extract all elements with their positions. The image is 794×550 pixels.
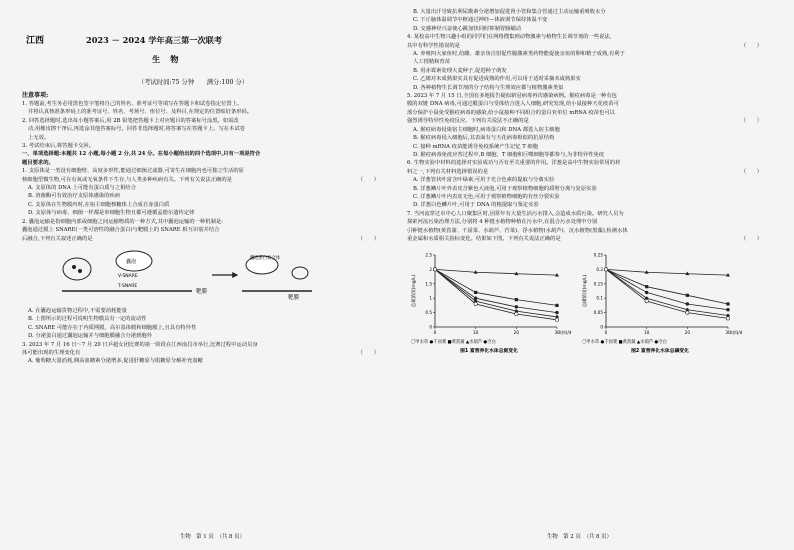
series-line <box>435 270 557 276</box>
option-line: D. 各种植物生长调节剂的分子结构与生理效应都与植物激素类似 <box>413 84 564 91</box>
option-line: B. 猴痘病毒侵入细胞后,其表面有与天花病毒相似的抗原结构 <box>413 135 555 142</box>
x-tick-label: 30 <box>725 330 731 336</box>
protein-complex-label: 囊泡蛋白复合体 <box>250 255 281 261</box>
exam-title: 2023 － 2024 学年高三第一次联考 <box>86 35 223 45</box>
t-snare-label: T-SNARE <box>118 283 138 289</box>
question-line: 体可能出现的生理变化有 （ ） <box>22 349 379 356</box>
x-tick-label: 10 <box>643 330 650 336</box>
vesicle-shape <box>63 258 91 280</box>
x-axis-label: 时间/d <box>559 330 572 336</box>
option-line: B. 大量出汗导致抗利尿激素分泌增加促进肾小管和集合管通过主动运输重吸收水分 <box>413 9 606 15</box>
x-tick-label: 20 <box>684 330 691 336</box>
notice-line: 并将认真核准条形码上的准考证号、姓名、考场号、座位号、及科目,在规定的位置贴好条形码。 <box>28 109 253 116</box>
data-point <box>433 268 436 271</box>
x-tick-label: 10 <box>472 330 479 336</box>
option-line: C. 下丘脑体温调节中枢通过神经—体液调节保持体温不变 <box>413 17 548 24</box>
data-point <box>604 268 607 271</box>
data-point <box>645 300 648 303</box>
option-line: C. 接种 mRNA 疫苗能诱导免疫系统产生记忆 T 细胞 <box>413 143 539 150</box>
vesicle-diagram <box>22 247 389 303</box>
x-axis-label: 时间/d <box>730 330 743 336</box>
option-line: D. 支原体与病毒、细菌一样都是单细胞生物且都可遵循孟德尔遗传定律 <box>28 210 195 217</box>
page-right <box>397 0 794 550</box>
data-point <box>645 285 648 288</box>
notice-line: 1. 答题前,考生务必用黑色签字笔将自己的姓名、准考证号等填写在答题卡和试卷指定位置上。 <box>22 101 243 107</box>
data-point <box>726 303 729 306</box>
x-tick-label: 0 <box>433 330 437 336</box>
question-line: 强烈诱导特异性免疫反应。下列有关说法不正确的是 （ ） <box>407 118 762 125</box>
y-axis-label: 总磷浓度(mg/L) <box>583 274 588 308</box>
chart-legend: 〇甲水草 ●千屈菜 ■黄菖蒲 ▲水葫芦 ●空白 <box>582 340 667 346</box>
province-label: 江西 <box>26 36 45 46</box>
question-line: 后融合,下列有关叙述正确的是 （ ） <box>22 235 379 242</box>
chart-legend: 〇甲水草 ●千屈菜 ■黄菖蒲 ▲水葫芦 ●空白 <box>411 340 496 346</box>
option-line: C. 洋葱鳞片叶内表皮无色,可用于观察植物细胞的有丝分裂实验 <box>413 193 560 200</box>
option-line: A. 葡萄糖大量消耗,胰高血糖素分泌增多,促进肝糖原与肌糖原分解补充血糖 <box>28 358 203 365</box>
y-tick-label: 2.5 <box>425 252 432 258</box>
question-line: 囊泡通过膜上 SNARE(一类可溶性的融合蛋白)与靶膜上的 SNARE 相互识别并结合 <box>22 227 220 234</box>
section-heading: 一、单项选择题:本题共 12 小题,每小题 2 分,共 24 分。在每小题给出的四个选项中,只有一项是符合 <box>22 151 261 158</box>
exam-info: （考试时间:75 分钟 满分:100 分） <box>137 79 249 86</box>
question-line: 2. 囊泡运输是指细胞内部或细胞之间运输物质的一种方式,其中囊泡运输的一种机制是: <box>22 218 223 225</box>
question-line: 重金属和水质相关指标变化。结果如下图。下列有关说法正确的是 （ ） <box>407 235 762 242</box>
series-line <box>435 270 557 320</box>
data-point <box>515 313 518 316</box>
notice-line: 上无效。 <box>28 134 50 141</box>
option-line: A. 猴痘病毒侵染宿主细胞时,病毒蛋白和 DNA 都进入宿主细胞 <box>413 126 560 133</box>
y-tick-label: 2 <box>429 267 432 273</box>
data-point <box>515 298 518 301</box>
y-tick-label: 0.1 <box>596 296 603 302</box>
y-tick-label: 0.05 <box>593 310 603 316</box>
notice-line: 2. 回答选择题时,选出每小题答案后,用 2B 铅笔把答题卡上对应题目的答案标号涂黑。如需改 <box>22 117 239 124</box>
x-tick-label: 0 <box>604 330 608 336</box>
option-line: D. 猴痘病毒免疫应答过程中,B 细胞、T 细胞和巨噬细胞等都参与,为非特异性免疫 <box>413 151 605 158</box>
option-line: 人工授精和育苗 <box>413 59 451 66</box>
series-line <box>606 270 728 276</box>
y-tick-label: 0 <box>600 324 603 330</box>
data-point <box>726 308 729 311</box>
question-line: 5. 2023 年 7 月 15 日,全国有多地报告疑似新冠病毒再次感染病例。猴痘病毒是一种有包 <box>407 93 617 100</box>
data-point <box>645 291 648 294</box>
question-line: 核细胞型微生物,可在有氧或无氧条件下生存,与人类多种疾病有关。下列有关说法正确的是 （ ） <box>22 176 379 183</box>
question-line: 探索河流污染治理方法,分别将 4 种挺水植物种植在污水中,在混合污水处理中分别 <box>407 219 598 226</box>
option-line: D. 交感神经兴奋使心跳加快同时抑制胃肠蠕动 <box>413 25 522 32</box>
data-point <box>686 303 689 306</box>
target-label: 靶膜 <box>196 288 208 295</box>
option-line: A. 养殖四大家鱼时,给雌、雄亲鱼注射促性腺激素类药物能促使亲鱼的卵和精子成熟,有利于 <box>413 51 625 58</box>
option-line: D. 洋葱白色鳞片叶,可用于 DNA 的粗提取与鉴定实验 <box>413 202 539 209</box>
data-point <box>686 294 689 297</box>
data-point <box>686 311 689 314</box>
notice-line: 3. 考试结束后,将答题卡交回。 <box>22 143 94 150</box>
question-line: 3. 2023 年 7 月 16 日～7 月 20 日乒超女团比赛的第一阶段在江西南昌市举行,比赛过程中运动员身 <box>22 341 258 348</box>
target-label: 靶膜 <box>288 294 300 301</box>
option-line: A. 洋葱管状叶富含叶绿素,可用于光合色素的提取与分离实验 <box>413 177 555 184</box>
series-line <box>606 270 728 316</box>
question-line: 引种挺水植物(黄菖蒲、千屈菜、水葫芦、荇菜)、浮水植物(水葫芦)、沉水植物(黑藻),检测水体 <box>407 227 628 234</box>
option-line: B. 洋葱鳞片叶外表皮含紫色大液泡,可用于观察植物细胞的质壁分离与复原实验 <box>413 185 597 192</box>
y-tick-label: 0 <box>429 324 432 330</box>
data-point <box>555 311 558 314</box>
y-axis-label: 总氮浓度(mg/L) <box>412 274 417 308</box>
question-line: 部分保护小鼠免受猴痘病毒的感染,给小鼠接种不同组合的蛋白亚单位 mRNA 疫苗也可以 <box>407 109 615 116</box>
y-tick-label: 1.5 <box>425 281 432 287</box>
y-tick-label: 0.15 <box>593 281 603 287</box>
question-line: 其中有科学性错误的是 （ ） <box>407 42 762 49</box>
subject-title: 生物 <box>152 54 189 64</box>
data-point <box>474 303 477 306</box>
chart-title: 图1 富营养化水体总氮变化 <box>460 349 518 355</box>
option-line: D. 分泌蛋白通过囊泡运输并与细胞膜融合分泌到胞外 <box>28 333 152 340</box>
data-point <box>474 291 477 294</box>
charts-row <box>407 247 772 359</box>
notice-heading: 注意事项: <box>22 92 49 99</box>
y-tick-label: 1 <box>429 296 432 302</box>
option-line: C. SNARE 可能存在于内质网膜、高尔基体膜和细胞膜上,且具有特异性 <box>28 324 197 331</box>
option-line: B. 溶菌酶可有效治疗支原体感染的疾病 <box>28 193 121 200</box>
question-line: 料之一,下列有关材料选择错误的是 （ ） <box>407 168 762 175</box>
x-tick-label: 30 <box>554 330 560 336</box>
v-snare-label: V-SNARE <box>118 273 138 279</box>
data-point <box>515 306 518 309</box>
y-tick-label: 0.2 <box>596 267 603 273</box>
question-line: 4. 某校高中生物兴趣小组的同学们在网络搜集到动物激素与植物生长调节剂的一些说法, <box>407 34 612 41</box>
y-tick-label: 0.5 <box>425 310 432 316</box>
section-heading: 题目要求的。 <box>22 159 54 166</box>
data-point <box>555 318 558 321</box>
nitrogen-chart <box>407 247 572 359</box>
question-line: 6. 生物实验中材料的选择对实验成功与否有至关重要的作用。洋葱是高中生物实验常用的材 <box>407 160 621 167</box>
option-line: A. 在囊泡运输货物过程中,不需要消耗能量 <box>28 307 127 314</box>
page-footer: 生物 第 2 页 （共 8 页） <box>547 534 612 540</box>
option-line: C. 支原体在生物膜内时,在宿主细胞核糖体上合成自身蛋白质 <box>28 201 170 208</box>
data-point <box>555 304 558 307</box>
vesicle-label: 囊泡 <box>126 258 137 265</box>
data-point <box>726 317 729 320</box>
chart-title: 图2 富营养化水体总磷变化 <box>631 349 689 355</box>
option-line: A. 支原体的 DNA 上可能有蛋白质与之相结合 <box>28 185 137 192</box>
x-tick-label: 20 <box>513 330 520 336</box>
exam-header <box>22 26 389 46</box>
phosphorus-chart <box>578 247 743 359</box>
option-line: B. 上图所示的过程可说明生物膜具有一定的流动性 <box>28 316 147 323</box>
question-line: 1. 支原体是一类没有细胞壁、高度多形性,能通过细菌过滤器,可寄生在细胞内也可独立生活的原 <box>22 168 244 175</box>
notice-line: 动,用橡皮擦干净后,再选涂其他答案标号。回答非选择题时,将答案写在答题卡上。写在本试卷 <box>28 126 245 133</box>
page-footer: 生物 第 1 页 （共 8 页） <box>180 534 245 540</box>
option-line: C. 乙烯对未成熟果实具有促进成熟的作用,可以用于适时采摘未成熟果实 <box>413 76 581 83</box>
option-line: B. 用赤霉素处理大麦种子,促进种子萌发 <box>413 67 507 74</box>
y-tick-label: 0.25 <box>593 252 603 258</box>
question-line: 7. 当河流穿过市中心人口聚集区时,因常年有大量生活污水排入,会造成水质污染。研究人员为 <box>407 210 624 217</box>
question-line: 膜的双链 DNA 病毒,可通过膜蛋白与受体结合进入人细胞,研究发现,给小鼠接种天花疫苗可 <box>407 101 619 108</box>
